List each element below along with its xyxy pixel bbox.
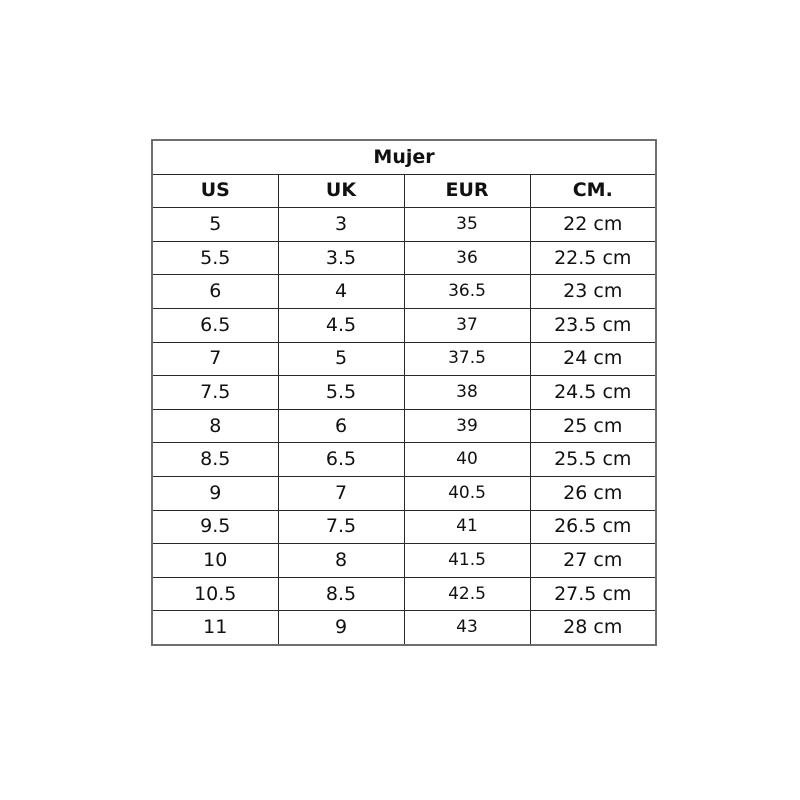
cell-eur: 37.5: [404, 342, 530, 376]
table-row: [152, 476, 656, 510]
cell-uk: 6.5: [278, 443, 404, 477]
header-uk: UK: [278, 174, 404, 208]
cell-us: 8.5: [152, 443, 278, 477]
size-chart-table: [151, 139, 657, 646]
cell-us: 7.5: [152, 376, 278, 410]
cell-us: 10: [152, 544, 278, 578]
cell-us: 11: [152, 611, 278, 645]
table-body: [152, 208, 656, 645]
cell-cm: 28 cm: [530, 611, 656, 645]
cell-cm: 23.5 cm: [530, 308, 656, 342]
cell-eur: 39: [404, 409, 530, 443]
table-header-row: [152, 174, 656, 208]
cell-eur: 40: [404, 443, 530, 477]
cell-eur: 41.5: [404, 544, 530, 578]
cell-us: 5: [152, 208, 278, 242]
table-title: Mujer: [152, 140, 656, 174]
cell-cm: 24.5 cm: [530, 376, 656, 410]
cell-eur: 38: [404, 376, 530, 410]
cell-us: 7: [152, 342, 278, 376]
header-eur: EUR: [404, 174, 530, 208]
cell-uk: 8.5: [278, 577, 404, 611]
table-row: [152, 409, 656, 443]
cell-uk: 7: [278, 476, 404, 510]
cell-uk: 4: [278, 275, 404, 309]
cell-cm: 22 cm: [530, 208, 656, 242]
cell-cm: 24 cm: [530, 342, 656, 376]
table-row: [152, 544, 656, 578]
cell-eur: 36.5: [404, 275, 530, 309]
cell-eur: 41: [404, 510, 530, 544]
cell-eur: 40.5: [404, 476, 530, 510]
cell-uk: 3.5: [278, 241, 404, 275]
cell-eur: 42.5: [404, 577, 530, 611]
cell-uk: 5: [278, 342, 404, 376]
cell-cm: 22.5 cm: [530, 241, 656, 275]
cell-eur: 37: [404, 308, 530, 342]
table-title-row: [152, 140, 656, 174]
table-row: [152, 443, 656, 477]
cell-us: 8: [152, 409, 278, 443]
cell-uk: 5.5: [278, 376, 404, 410]
cell-uk: 7.5: [278, 510, 404, 544]
table-row: [152, 577, 656, 611]
cell-uk: 6: [278, 409, 404, 443]
cell-eur: 36: [404, 241, 530, 275]
cell-cm: 26.5 cm: [530, 510, 656, 544]
cell-us: 10.5: [152, 577, 278, 611]
cell-cm: 26 cm: [530, 476, 656, 510]
cell-cm: 23 cm: [530, 275, 656, 309]
cell-cm: 27.5 cm: [530, 577, 656, 611]
cell-uk: 9: [278, 611, 404, 645]
table-row: [152, 376, 656, 410]
cell-us: 9: [152, 476, 278, 510]
table-row: [152, 342, 656, 376]
table-row: [152, 308, 656, 342]
table-row: [152, 241, 656, 275]
cell-us: 6: [152, 275, 278, 309]
cell-us: 5.5: [152, 241, 278, 275]
cell-eur: 35: [404, 208, 530, 242]
cell-cm: 25 cm: [530, 409, 656, 443]
cell-us: 9.5: [152, 510, 278, 544]
header-us: US: [152, 174, 278, 208]
cell-us: 6.5: [152, 308, 278, 342]
table-row: [152, 275, 656, 309]
table-row: [152, 510, 656, 544]
cell-cm: 25.5 cm: [530, 443, 656, 477]
cell-uk: 4.5: [278, 308, 404, 342]
header-cm: CM.: [530, 174, 656, 208]
cell-cm: 27 cm: [530, 544, 656, 578]
cell-eur: 43: [404, 611, 530, 645]
table-row: [152, 208, 656, 242]
cell-uk: 3: [278, 208, 404, 242]
table-row: [152, 611, 656, 645]
cell-uk: 8: [278, 544, 404, 578]
